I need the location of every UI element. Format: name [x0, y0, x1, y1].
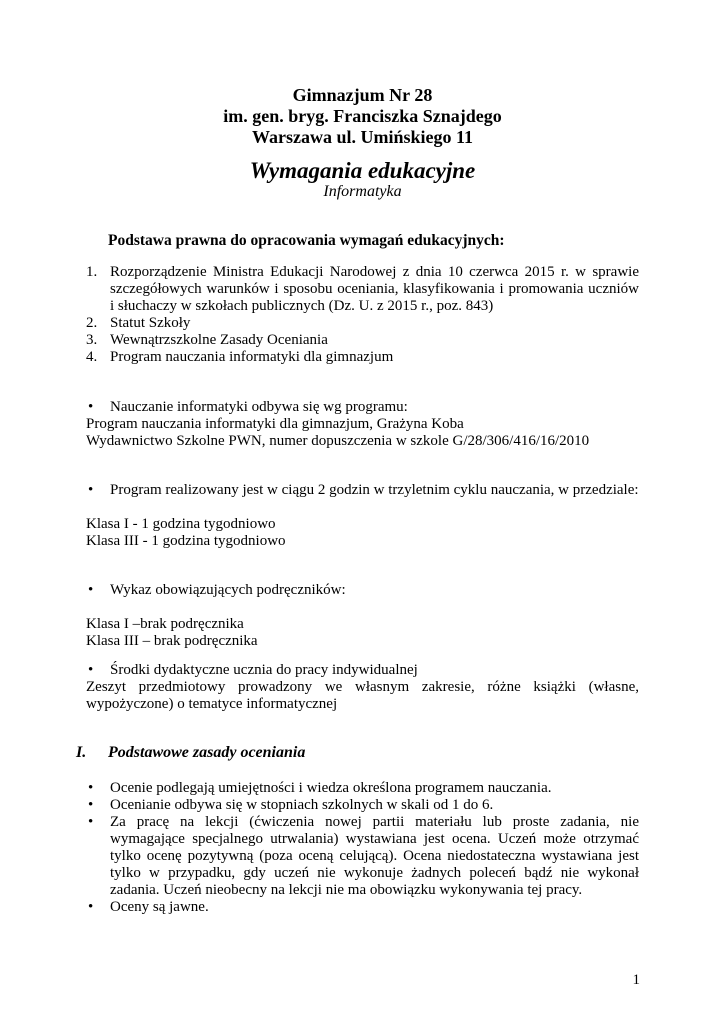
bullet-text: Ocenie podlegają umiejętności i wiedza określona programem nauczania. — [110, 780, 552, 796]
document-title: Wymagania edukacyjne — [249, 158, 476, 183]
bullet-dot-icon: • — [88, 780, 94, 796]
bullet-text: Oceny są jawne. — [110, 899, 209, 915]
list-number: 1. — [86, 264, 98, 280]
bullet-item — [86, 582, 639, 599]
bullet-dot-icon: • — [88, 899, 94, 915]
list-item — [86, 332, 639, 349]
school-name: Gimnazjum Nr 28 — [292, 85, 433, 105]
bullet-dot-icon: • — [88, 662, 94, 678]
bullet-text: Za pracę na lekcji (ćwiczenia nowej partii materiału lub proste zadania, nie wymagające specjalnego utrwalania) wystawiana jest ocena. Uczeń może otrzymać tylko ocenę pozytywną (poza oceną celującą). Ocena niedostateczna wystawiana jest tylko w przypadku, gdy uczeń nie wykonuje żadnych poleceń bądź nie wykonał zadania. Uczeń nieobecny na lekcji nie ma obowiązku wykonywania tej pracy. — [110, 814, 639, 898]
list-number: 3. — [86, 332, 98, 348]
bullet-item — [86, 797, 639, 814]
section-number: I. — [76, 744, 87, 761]
rules-list — [86, 780, 639, 916]
bullet-item — [86, 899, 639, 916]
hours-class-1: Klasa I - 1 godzina tygodniowo — [86, 516, 276, 532]
list-text: Rozporządzenie Ministra Edukacji Narodowej z dnia 10 czerwca 2015 r. w sprawie szczegółowych warunków i sposobu oceniania, klasyfikowania i promowania uczniów i słuchaczy w szkołach publicznych (Dz. U. z 2015 r., poz. 843) — [110, 264, 639, 314]
books-class-3: Klasa III – brak podręcznika — [86, 633, 258, 649]
bullet-text: Nauczanie informatyki odbywa się wg programu: — [110, 399, 408, 415]
program-section — [86, 399, 639, 450]
list-item — [86, 349, 639, 366]
bullet-text: Wykaz obowiązujących podręczników: — [110, 582, 346, 598]
list-text: Statut Szkoły — [110, 315, 191, 331]
section-title: Podstawowe zasady oceniania — [108, 744, 306, 761]
bullet-text: Środki dydaktyczne ucznia do pracy indywidualnej — [110, 662, 418, 678]
hours-class-3: Klasa III - 1 godzina tygodniowo — [86, 533, 286, 549]
means-text: Zeszyt przedmiotowy prowadzony we własnym zakresie, różne książki (własne, wypożyczone) o tematyce informatycznej — [86, 679, 639, 712]
program-name: Program nauczania informatyki dla gimnazjum, Grażyna Koba — [86, 416, 464, 432]
document-subtitle: Informatyka — [323, 183, 402, 200]
legal-basis-list — [86, 264, 639, 366]
list-number: 2. — [86, 315, 98, 331]
bullet-dot-icon: • — [88, 482, 94, 498]
bullet-text: Ocenianie odbywa się w stopniach szkolnych w skali od 1 do 6. — [110, 797, 494, 813]
bullet-dot-icon: • — [88, 797, 94, 813]
bullet-item — [86, 780, 639, 797]
bullet-item — [86, 482, 639, 499]
bullet-dot-icon: • — [88, 582, 94, 598]
page-number: 1 — [632, 972, 640, 988]
school-address: Warszawa ul. Umińskiego 11 — [251, 127, 474, 147]
program-publisher: Wydawnictwo Szkolne PWN, numer dopuszczenia w szkole G/28/306/416/16/2010 — [86, 433, 590, 449]
school-patron: im. gen. bryg. Franciszka Sznajdego — [223, 106, 502, 126]
bullet-item — [86, 814, 639, 899]
list-number: 4. — [86, 349, 98, 365]
list-text: Program nauczania informatyki dla gimnazjum — [110, 349, 394, 365]
list-text: Wewnątrzszkolne Zasady Oceniania — [110, 332, 328, 348]
books-class-1: Klasa I –brak podręcznika — [86, 616, 244, 632]
books-section — [86, 582, 639, 650]
bullet-text: Program realizowany jest w ciągu 2 godzin w trzyletnim cyklu nauczania, w przedziale: — [110, 482, 639, 498]
hours-section — [86, 482, 639, 550]
list-item — [86, 264, 639, 315]
means-section — [86, 662, 639, 713]
bullet-item — [86, 399, 639, 416]
bullet-dot-icon: • — [88, 814, 94, 830]
bullet-item — [86, 662, 639, 679]
legal-basis-heading: Podstawa prawna do opracowania wymagań edukacyjnych: — [108, 232, 505, 249]
list-item — [86, 315, 639, 332]
bullet-dot-icon: • — [88, 399, 94, 415]
